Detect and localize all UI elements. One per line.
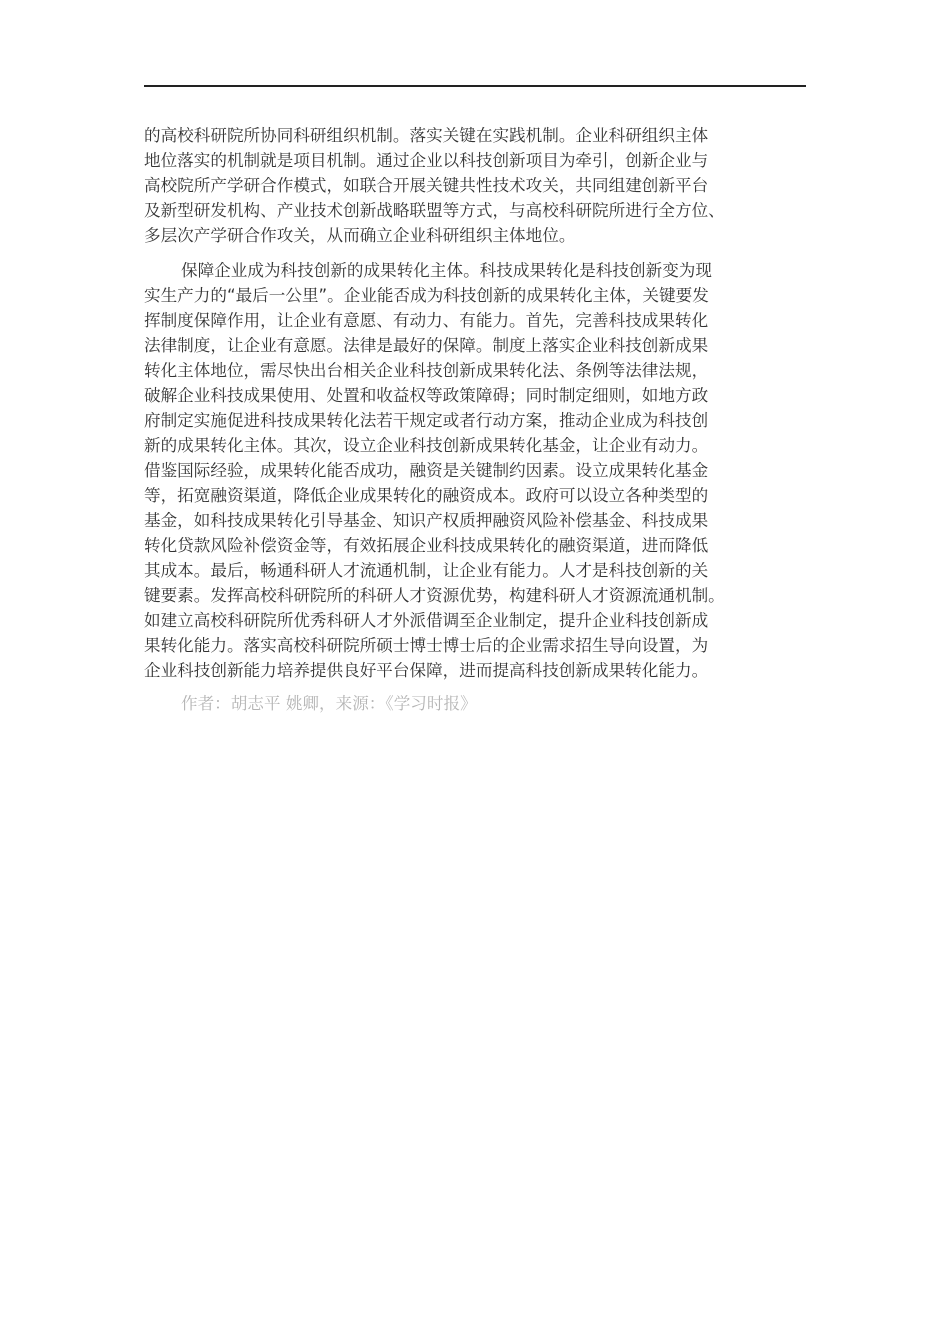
header-rule — [144, 85, 806, 87]
article-body — [144, 123, 820, 716]
author-source-line: 作者：胡志平 姚卿，来源：《学习时报》 — [181, 694, 477, 713]
paragraph-1: 的高校科研院所协同科研组织机制。落实关键在实践机制。企业科研组织主体 地位落实的机制就是项目机制。通过企业以科技创新项目为牵引，创新企业与 高校院所产学研合作模式，如联合开展关键共性技术攻关，共同组建创新平台 及新型研发机构、产业技术创新战略联盟等方式，与高校科研院所进行全方位、 多层次产学研合作攻关，从而确立企业科研组织主体地位。 — [144, 126, 725, 245]
paragraph-2: 保障企业成为科技创新的成果转化主体。科技成果转化是科技创新变为现 实生产力的“最后一公里”。企业能否成为科技创新的成果转化主体，关键要发 挥制度保障作用，让企业有意愿、有动力、有能力。首先，完善科技成果转化 法律制度，让企业有意愿。法律是最好的保障。制度上落实企业科技创新成果 转化主体地位，需尽快出台相关企业科技创新成果转化法、条例等法律法规， 破解企业科技成果使用、处置和收益权等政策障碍；同时制定细则，如地方政 府制定实施促进科技成果转化法若干规定或者行动方案，推动企业成为科技创 新的成果转化主体。其次，设立企业科技创新成果转化基金，让企业有动力。 借鉴国际经验，成果转化能否成功，融资是关键制约因素。设立成果转化基金 等，拓宽融资渠道，降低企业成果转化的融资成本。政府可以设立各种类型的 基金，如科技成果转化引导基金、知识产权质押融资风险补偿基金、科技成果 转化贷款风险补偿资金等，有效拓展企业科技成果转化的融资渠道，进而降低 其成本。最后，畅通科研人才流通机制，让企业有能力。人才是科技创新的关 键要素。发挥高校科研院所的科研人才资源优势，构建科研人才资源流通机制。 如建立高校科研院所优秀科研人才外派借调至企业制定，提升企业科技创新成 果转化能力。落实高校科研院所硕士博士博士后的企业需求招生导向设置，为 企业科技创新能力培养提供良好平台保障，进而提高科技创新成果转化能力。 — [144, 261, 725, 680]
